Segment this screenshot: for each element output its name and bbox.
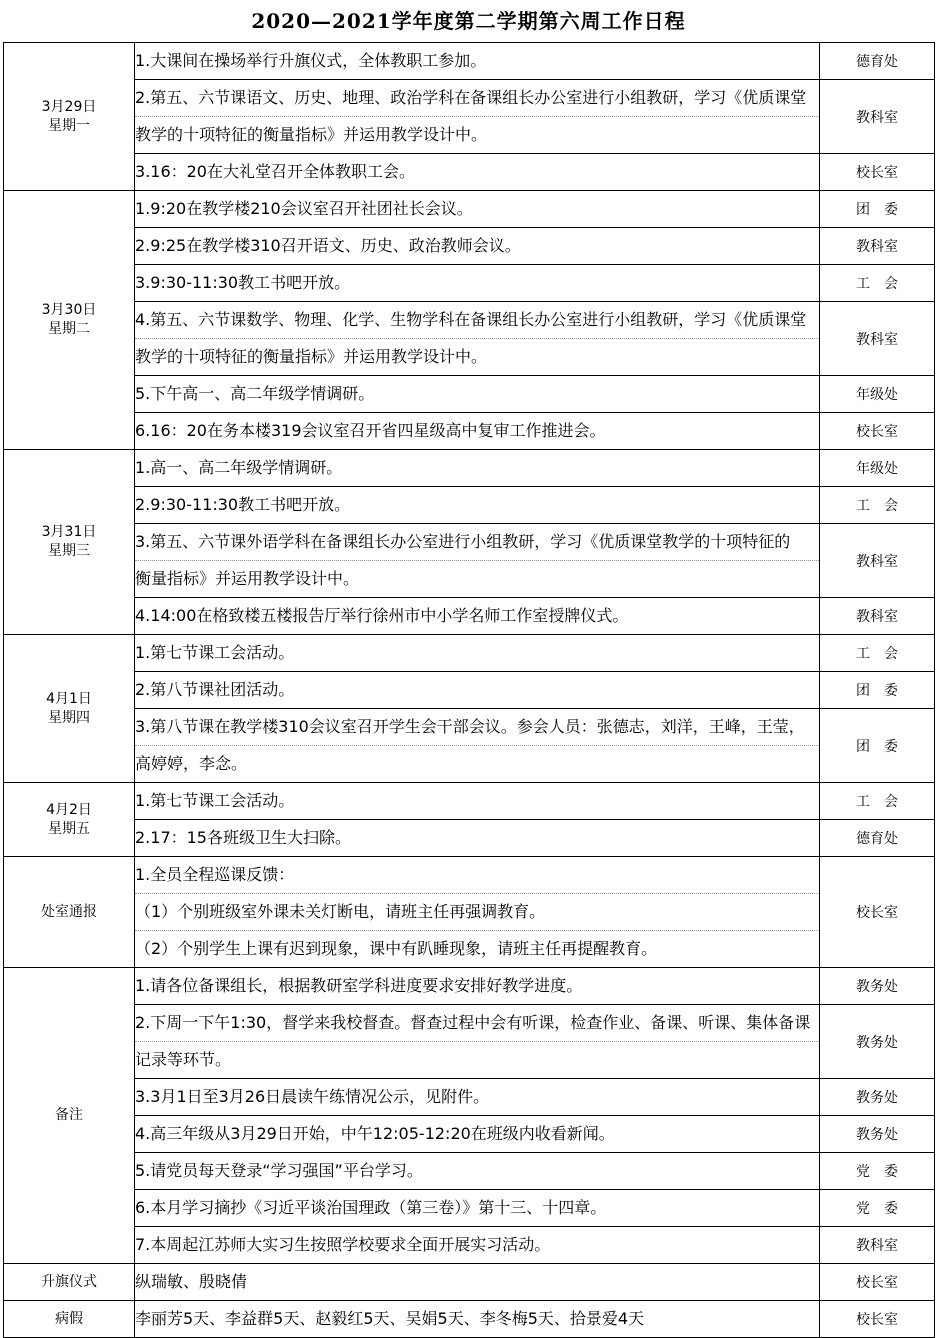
day-2-row [4,302,935,376]
department-cell [820,783,935,820]
schedule-item-line: 3.第五、六节课外语学科在备课组长办公室进行小组教研，学习《优质课堂教学的十项特征的 [135,532,791,551]
department-cell [820,450,935,487]
department-label: 年级处 [856,461,898,477]
day-4-row [4,635,935,672]
day-2-row [4,228,935,265]
schedule-item-cell [135,80,820,154]
notice-row [4,857,935,968]
department-label: 党委 [856,1201,912,1217]
schedule-item-text: 李丽芳5天、李益群5天、赵毅红5天、吴娟5天、李冬梅5天、拾景爱4天 [135,1309,645,1328]
schedule-item-text: 7.本周起江苏师大实习生按照学校要求全面开展实习活动。 [135,1235,551,1254]
schedule-item-cell [135,1264,820,1301]
schedule-item-text: 4.高三年级从3月29日开始，中午12:05-12:20在班级内收看新闻。 [135,1124,615,1143]
department-cell [820,820,935,857]
department-label: 校长室 [856,905,898,921]
schedule-item-text: 4.14:00在格致楼五楼报告厅举行徐州市中小学名师工作室授牌仪式。 [135,606,629,625]
department-cell [820,672,935,709]
department-label: 工会 [856,276,912,292]
day-2-label: 3月30日 [41,302,97,318]
day-1-label-cell [4,43,135,191]
department-cell [820,1301,935,1338]
remarks-row [4,1116,935,1153]
department-label: 教科室 [856,331,898,348]
department-label: 德育处 [856,831,898,847]
notice-content-cell [135,857,820,968]
day-3-label: 星期三 [48,543,90,559]
schedule-item-line: 衡量指标》并运用教学设计中。 [135,560,819,597]
schedule-item-cell [135,265,820,302]
day-3-row [4,598,935,635]
department-label: 教科室 [856,553,898,570]
department-label: 年级处 [856,387,898,403]
day-3-label: 3月31日 [41,524,97,540]
schedule-item-text: 2.9:25在教学楼310召开语文、历史、政治教师会议。 [135,236,521,255]
day-2-label-cell [4,191,135,450]
schedule-item-cell [135,1116,820,1153]
schedule-item-cell [135,1153,820,1190]
schedule-item-text: 3.9:30-11:30教工书吧开放。 [135,273,351,292]
day-3-row [4,524,935,598]
department-label: 工会 [856,498,912,514]
remarks-row [4,968,935,1005]
schedule-item-text: 5.请党员每天登录“学习强国”平台学习。 [135,1161,423,1180]
day-2-row [4,413,935,450]
department-cell [820,1079,935,1116]
schedule-item-text: 1.9:20在教学楼210会议室召开社团社长会议。 [135,199,473,218]
schedule-item-cell [135,820,820,857]
department-cell [820,635,935,672]
notice-label-cell [4,857,135,968]
schedule-item-cell [135,302,820,376]
page-title: 2020—2021学年度第二学期第六周工作日程 [251,9,686,33]
schedule-item-text: 2.17：15各班级卫生大扫除。 [135,828,351,847]
schedule-item-cell [135,635,820,672]
schedule-item-text: 3.3月1日至3月26日晨读午练情况公示，见附件。 [135,1087,490,1106]
day-5-label-cell [4,783,135,857]
day-3-row [4,487,935,524]
department-label: 教科室 [856,609,898,625]
department-cell [820,524,935,598]
schedule-item-text: 5.下午高一、高二年级学情调研。 [135,384,375,403]
department-label: 团委 [856,683,912,699]
department-label: 教务处 [856,979,898,995]
department-cell [820,1153,935,1190]
remarks-row [4,1079,935,1116]
schedule-item-cell [135,598,820,635]
schedule-item-cell [135,1079,820,1116]
day-3-label-cell [4,450,135,635]
department-label: 团委 [856,202,912,218]
remarks-label-cell [4,968,135,1264]
schedule-item-cell [135,524,820,598]
schedule-item-cell [135,191,820,228]
department-label: 校长室 [856,1312,898,1328]
department-label: 校长室 [856,424,898,440]
schedule-item-text: 6.本月学习摘抄《习近平谈治国理政（第三卷）》第十三、十四章。 [135,1198,607,1217]
schedule-item-cell [135,783,820,820]
department-label: 校长室 [856,1275,898,1291]
sick-leave-label: 病假 [55,1310,83,1327]
department-cell [820,598,935,635]
department-label: 教科室 [856,239,898,255]
schedule-item-text: 6.16：20在务本楼319会议室召开省四星级高中复审工作推进会。 [135,421,606,440]
day-5-row [4,820,935,857]
schedule-table [3,42,935,1338]
department-cell [820,487,935,524]
notice-line: （1）个别班级室外课未关灯断电，请班主任再强调教育。 [135,893,819,930]
schedule-item-line: 4.第五、六节课数学、物理、化学、生物学科在备课组长办公室进行小组教研，学习《优质课堂 [135,310,807,329]
department-cell [820,968,935,1005]
department-label: 工会 [856,794,912,810]
department-cell [820,857,935,968]
day-2-row [4,265,935,302]
schedule-item-line: 3.第八节课在教学楼310会议室召开学生会干部会议。参会人员：张德志，刘洋，王峰，王莹， [135,717,805,736]
day-4-row [4,709,935,783]
day-5-label: 星期五 [48,820,90,837]
department-cell [820,302,935,376]
remarks-row [4,1005,935,1079]
department-cell [820,191,935,228]
schedule-item-text: 1.大课间在操场举行升旗仪式，全体教职工参加。 [135,51,487,70]
department-label: 教科室 [856,1238,898,1254]
schedule-item-cell [135,413,820,450]
schedule-item-line: 高婷婷，李念。 [135,745,819,782]
schedule-item-line: 2.第五、六节课语文、历史、地理、政治学科在备课组长办公室进行小组教研，学习《优质课堂 [135,88,807,107]
schedule-item-text: 纵瑞敏、殷晓倩 [135,1272,248,1291]
department-cell [820,709,935,783]
remarks-label: 备注 [55,1107,83,1123]
schedule-item-text: 2.第八节课社团活动。 [135,680,295,699]
schedule-item-cell [135,1005,820,1079]
department-label: 教务处 [856,1127,898,1143]
remarks-row [4,1227,935,1264]
schedule-item-line: 教学的十项特征的衡量指标》并运用教学设计中。 [135,116,819,153]
notice-line: （2）个别学生上课有迟到现象，课中有趴睡现象，请班主任再提醒教育。 [135,930,819,967]
schedule-item-line: 记录等环节。 [135,1041,819,1078]
department-cell [820,1005,935,1079]
department-cell [820,376,935,413]
day-5-row [4,783,935,820]
day-2-row [4,191,935,228]
day-3-row [4,450,935,487]
department-cell [820,43,935,80]
schedule-item-cell [135,1301,820,1338]
department-cell [820,413,935,450]
department-cell [820,228,935,265]
day-1-label: 星期一 [48,117,90,134]
day-1-row [4,154,935,191]
schedule-item-text: 1.请各位备课组长，根据教研室学科进度要求安排好教学进度。 [135,976,583,995]
department-cell [820,1116,935,1153]
day-4-label: 星期四 [48,709,90,726]
schedule-item-cell [135,228,820,265]
schedule-item-cell [135,487,820,524]
schedule-item-text: 1.第七节课工会活动。 [135,643,295,662]
department-label: 党委 [856,1164,912,1180]
day-5-label: 4月2日 [46,801,92,818]
department-label: 德育处 [856,54,898,70]
schedule-item-line: 2.下周一下午1:30，督学来我校督查。督查过程中会有听课，检查作业、备课、听课、集体备课 [135,1013,811,1032]
department-cell [820,265,935,302]
schedule-item-cell [135,43,820,80]
notice-line: 1.全员全程巡课反馈： [135,865,295,884]
day-1-label: 3月29日 [41,98,97,115]
department-label: 教务处 [856,1034,898,1051]
schedule-item-cell [135,968,820,1005]
day-2-row [4,376,935,413]
day-1-row [4,43,935,80]
flag-ceremony-row [4,1264,935,1301]
schedule-item-cell [135,1227,820,1264]
day-4-row [4,672,935,709]
schedule-item-cell [135,154,820,191]
department-cell [820,80,935,154]
schedule-item-cell [135,709,820,783]
department-label: 教务处 [856,1090,898,1106]
schedule-item-text: 3.16：20在大礼堂召开全体教职工会。 [135,162,415,181]
flag-ceremony-label-cell [4,1264,135,1301]
department-cell [820,1227,935,1264]
sick-leave-row [4,1301,935,1338]
department-cell [820,1264,935,1301]
schedule-item-text: 2.9:30-11:30教工书吧开放。 [135,495,351,514]
schedule-item-cell [135,450,820,487]
notice-label: 处室通报 [41,903,97,920]
schedule-item-cell [135,672,820,709]
department-label: 团委 [856,738,912,755]
department-label: 校长室 [856,165,898,181]
day-4-label-cell [4,635,135,783]
department-label: 工会 [856,646,912,662]
schedule-item-text: 1.第七节课工会活动。 [135,791,295,810]
schedule-item-cell [135,1190,820,1227]
department-label: 教科室 [856,109,898,126]
schedule-item-text: 1.高一、高二年级学情调研。 [135,458,343,477]
schedule-item-line: 教学的十项特征的衡量指标》并运用教学设计中。 [135,338,819,375]
remarks-row [4,1153,935,1190]
day-2-label: 星期二 [48,321,90,337]
schedule-item-cell [135,376,820,413]
remarks-row [4,1190,935,1227]
sick-leave-label-cell [4,1301,135,1338]
department-cell [820,154,935,191]
flag-ceremony-label: 升旗仪式 [41,1273,97,1290]
day-4-label: 4月1日 [46,690,92,707]
day-1-row [4,80,935,154]
department-cell [820,1190,935,1227]
